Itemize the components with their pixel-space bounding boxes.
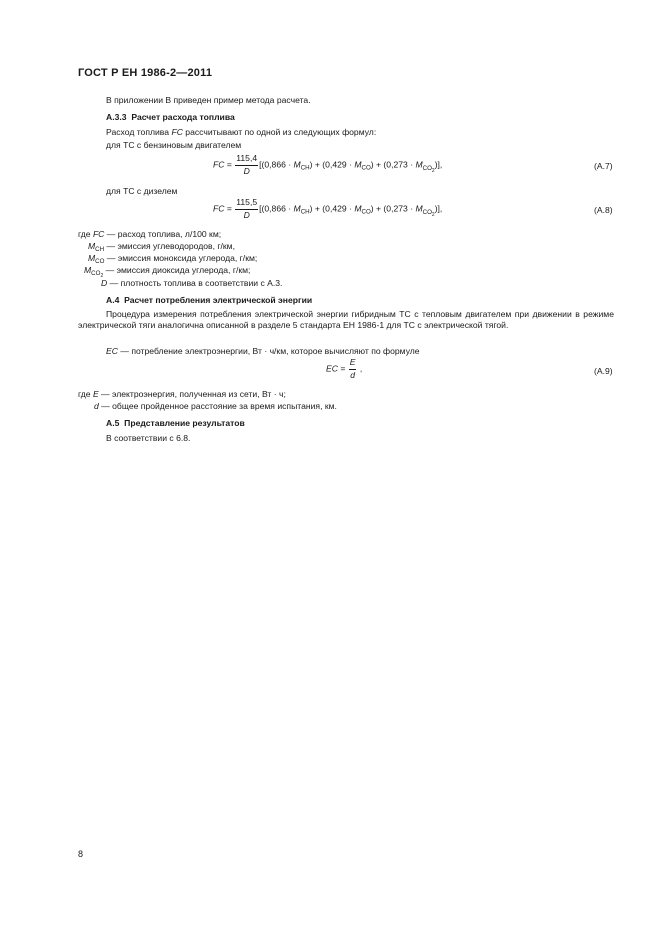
section-a5-heading: [106, 418, 245, 429]
section-number: А.3.3: [106, 112, 127, 122]
diesel-label: для ТС с дизелем: [106, 186, 178, 196]
section-number: А.4: [106, 295, 120, 305]
equation-number-a9: (А.9): [594, 366, 613, 376]
fraction: $\frac{115,5}{D}$: [236, 197, 258, 220]
section-title: Расчет расхода топлива: [131, 112, 235, 122]
definition-row: $M_{CH}$ — эмиссия углеводородов, г/км,: [88, 241, 235, 253]
page-header-title: ГОСТ Р ЕН 1986-2—2011: [78, 67, 213, 79]
formula-a9: EC = $\frac{E}{d}$ ,: [326, 357, 363, 380]
definition-row: $M_{CO}$ — эмиссия моноксида углерода, г/км;: [88, 253, 258, 265]
formula-a8: FC = $\frac{115,5}{D}$ $[(0,866 \cdot M_{CH}) + (0,429 \cdot M_{CO}) + (0,273 \cdot M_{CO_2})]$,: [213, 197, 443, 220]
definition-row: где E — электроэнергия, полученная из сети, Вт · ч;: [78, 389, 286, 399]
intro-text: В приложении В приведен пример метода расчета.: [106, 95, 311, 105]
definition-row: D — плотность топлива в соответствии с А.3.: [101, 278, 283, 288]
equation-number-a8: (А.8): [594, 205, 613, 215]
section-a4-paragraph: Процедура измерения потребления электрической энергии гибридным ТС с тепловым двигателем при движении в режиме электрической тяги аналогична описанной в разделе 5 стандарта ЕН 1986-1 для ТС с электрической тягой.: [78, 309, 614, 331]
equation-number-a7: (А.7): [594, 161, 613, 171]
petrol-label: для ТС с бензиновым двигателем: [106, 140, 242, 150]
definition-row: d — общее пройденное расстояние за время испытания, км.: [94, 401, 337, 411]
definition-row: $M_{CO_2}$ — эмиссия диоксида углерода, г/км;: [84, 265, 251, 279]
section-a33-heading: [106, 112, 235, 123]
formula-a7: FC = $\frac{115,4}{D}$ $[(0,866 \cdot M_{CH}) + (0,429 \cdot M_{CO}) + (0,273 \cdot M_{CO_2})]$,: [213, 153, 443, 176]
section-number: А.5: [106, 418, 120, 428]
section-a5-text: В соответствии с 6.8.: [106, 433, 191, 443]
section-title: Расчет потребления электрической энергии: [124, 295, 313, 305]
page-number: 8: [78, 849, 84, 859]
definition-row: где FC — расход топлива, л/100 км;: [78, 229, 222, 239]
section-a4-heading: [106, 295, 312, 306]
fraction: $\frac{115,4}{D}$: [236, 153, 258, 176]
fraction: $\frac{E}{d}$: [349, 357, 356, 380]
section-title: Представление результатов: [124, 418, 245, 428]
fuel-lead-text: Расход топлива FC рассчитывают по одной из следующих формул:: [106, 127, 377, 137]
ec-definition-text: EC — потребление электроэнергии, Вт · ч/км, которое вычисляют по формуле: [106, 346, 420, 356]
